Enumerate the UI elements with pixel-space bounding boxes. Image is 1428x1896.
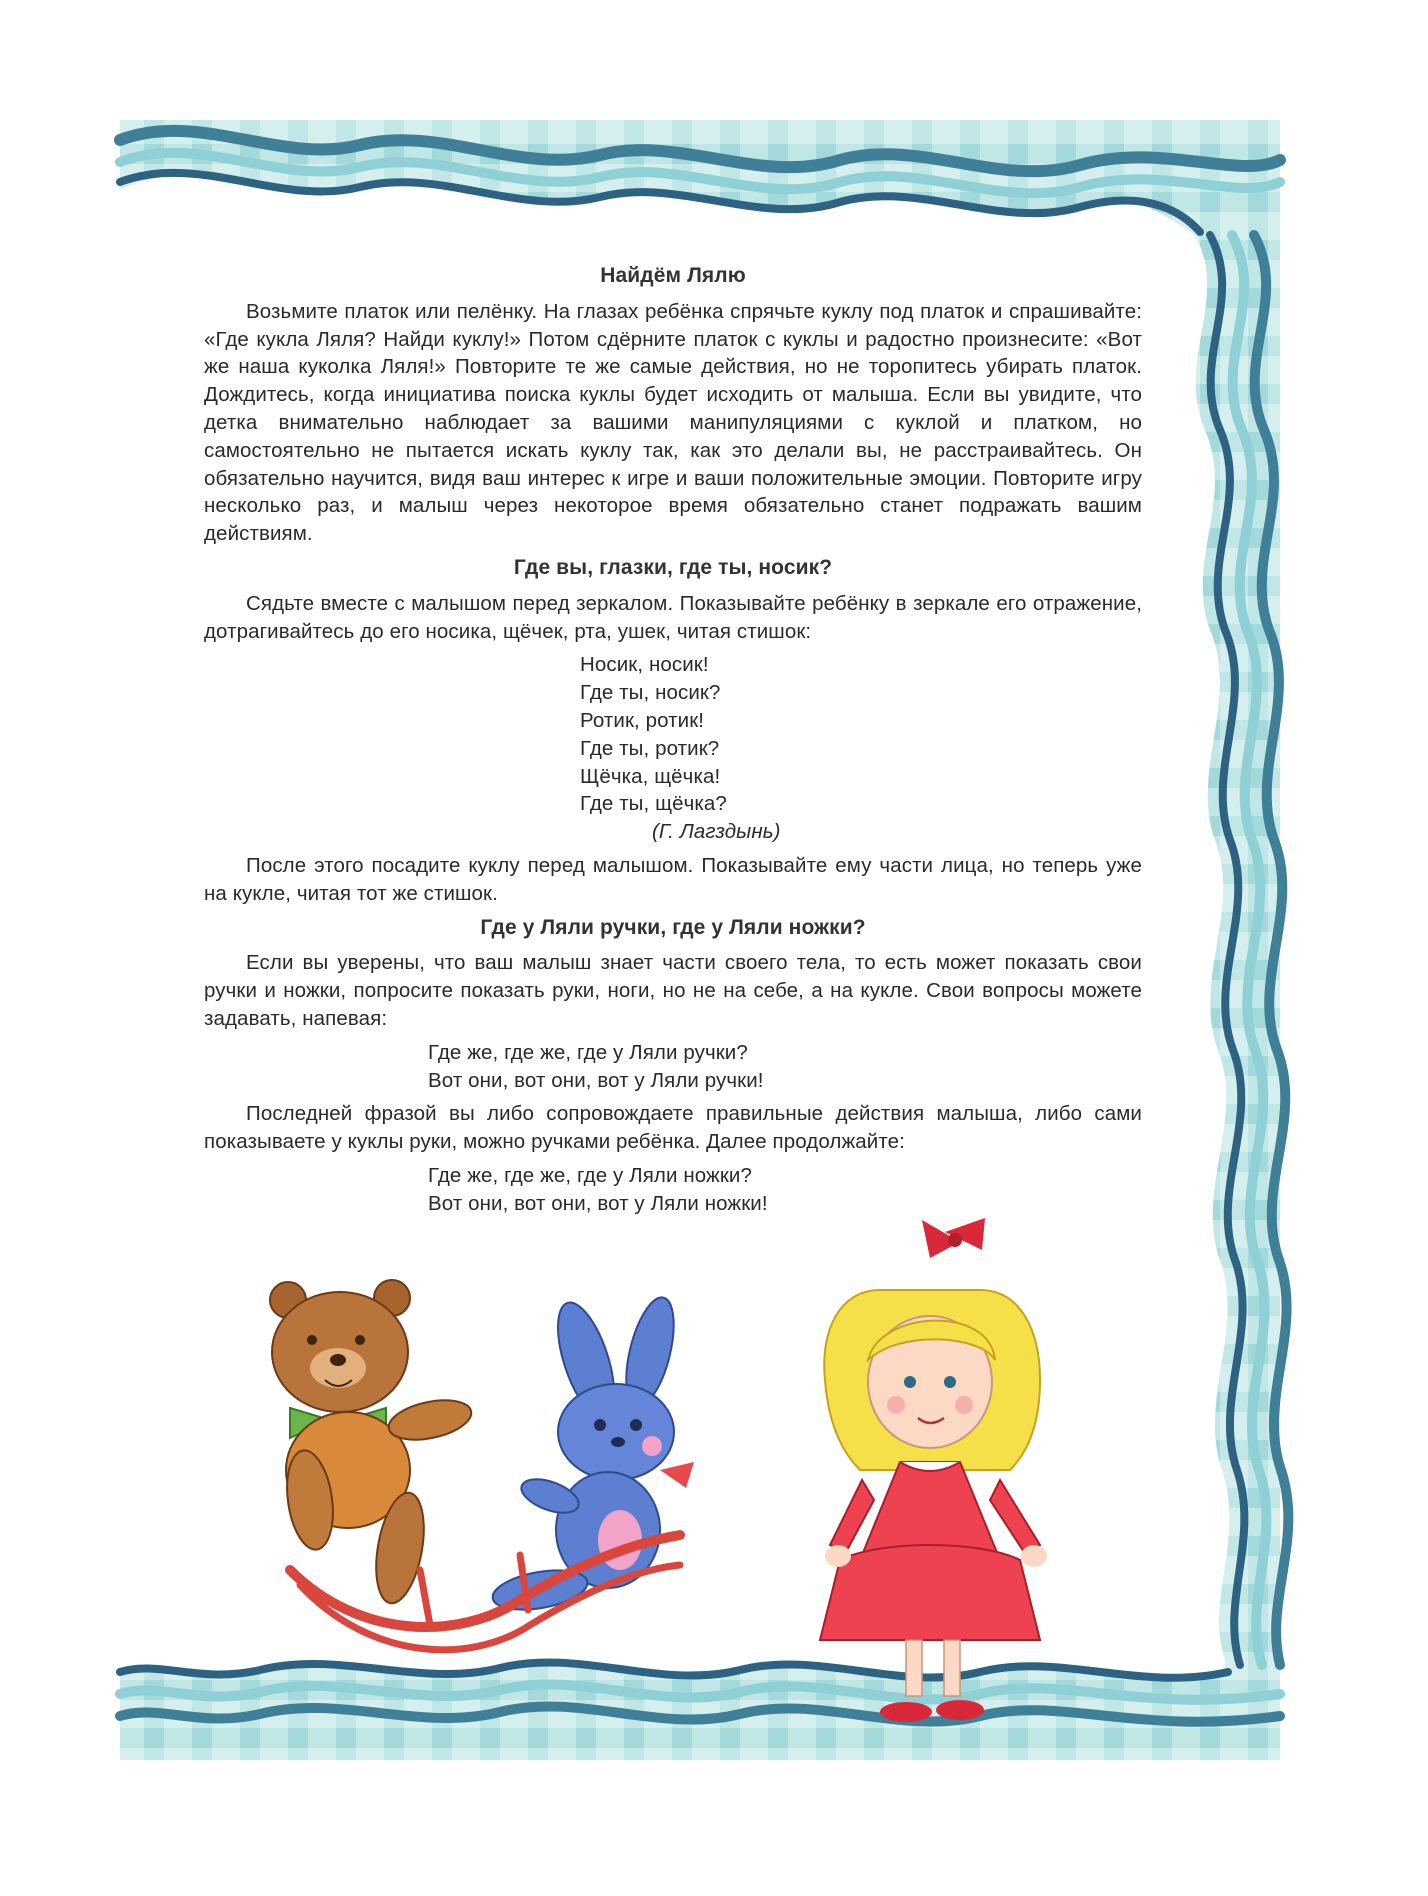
- poem-line: Где же, где же, где у Ляли ножки?: [428, 1163, 752, 1187]
- poem-line: Где ты, ротик?: [580, 736, 720, 760]
- section-title-eyes-nose: Где вы, глазки, где ты, носик?: [513, 555, 833, 579]
- section-paragraph-doll-face: После этого посадите куклу перед малышом. Показывайте ему части лица, но теперь уже на кукле, читая тот же стишок.: [204, 853, 1142, 905]
- poem-line: Где ты, щёчка?: [580, 792, 727, 816]
- section-paragraph-body-parts: Если вы уверены, что ваш малыш знает части своего тела, то есть может показать свои ручки и ножки, попросите показать руки, ноги, но не на себе, а на кукле. Свои вопросы можете задавать, напевая:: [204, 951, 1142, 1030]
- poem-line: Ротик, ротик!: [580, 708, 705, 732]
- section-title-hands-legs: Где у Ляли ручки, где у Ляли ножки?: [480, 915, 866, 939]
- section-paragraph-continue: Последней фразой вы либо сопровождаете правильные действия малыша, либо сами показываете у куклы руки, можно ручками ребёнка. Далее продолжайте:: [204, 1102, 1142, 1154]
- poem-line: Где ты, носик?: [580, 681, 721, 705]
- poem-line: Щёчка, щёчка!: [580, 764, 721, 788]
- poem-line: Носик, носик!: [580, 653, 709, 677]
- poem-author: (Г. Лагздынь): [652, 820, 781, 844]
- section-paragraph-mirror: Сядьте вместе с малышом перед зеркалом. Показывайте ребёнку в зеркале его отражение, дотрагивайтесь до его носика, щёчек, рта, ушек, читая стишок:: [204, 591, 1142, 643]
- poem-line: Где же, где же, где у Ляли ручки?: [428, 1040, 748, 1064]
- article-body: [204, 256, 1142, 1224]
- section-title-find-doll: Найдём Лялю: [600, 264, 746, 287]
- poem-line: Вот они, вот они, вот у Ляли ручки!: [428, 1068, 764, 1092]
- section-paragraph-find-doll: Возьмите платок или пелёнку. На глазах ребёнка спрячьте куклу под платок и спрашивайте: «Где кукла Ляля? Найди куклу!» Потом сдёрните платок с куклы и радостно произнесите: «Вот же наша куколка Ляля!» Повторите те же самые действия, но не торопитесь убирать платок. Дождитесь, когда инициатива поиска куклы будет исходить от малыша. Если вы увидите, что детка внимательно наблюдает за вашими манипуляциями с куклой и платком, но самостоятельно не пытается искать куклу так, как это делали вы, не расстраивайтесь. Он обязательно научится, видя ваш интерес к игре и ваши положительные эмоции. Повторите игру несколько раз, и малыш через некоторое время обязательно станет подражать вашим действиям.: [204, 299, 1142, 546]
- poem-line: Вот они, вот они, вот у Ляли ножки!: [428, 1191, 768, 1215]
- poem-hands: [204, 1039, 1142, 1095]
- poem-nose: [204, 651, 1142, 846]
- poem-legs: [204, 1162, 1142, 1218]
